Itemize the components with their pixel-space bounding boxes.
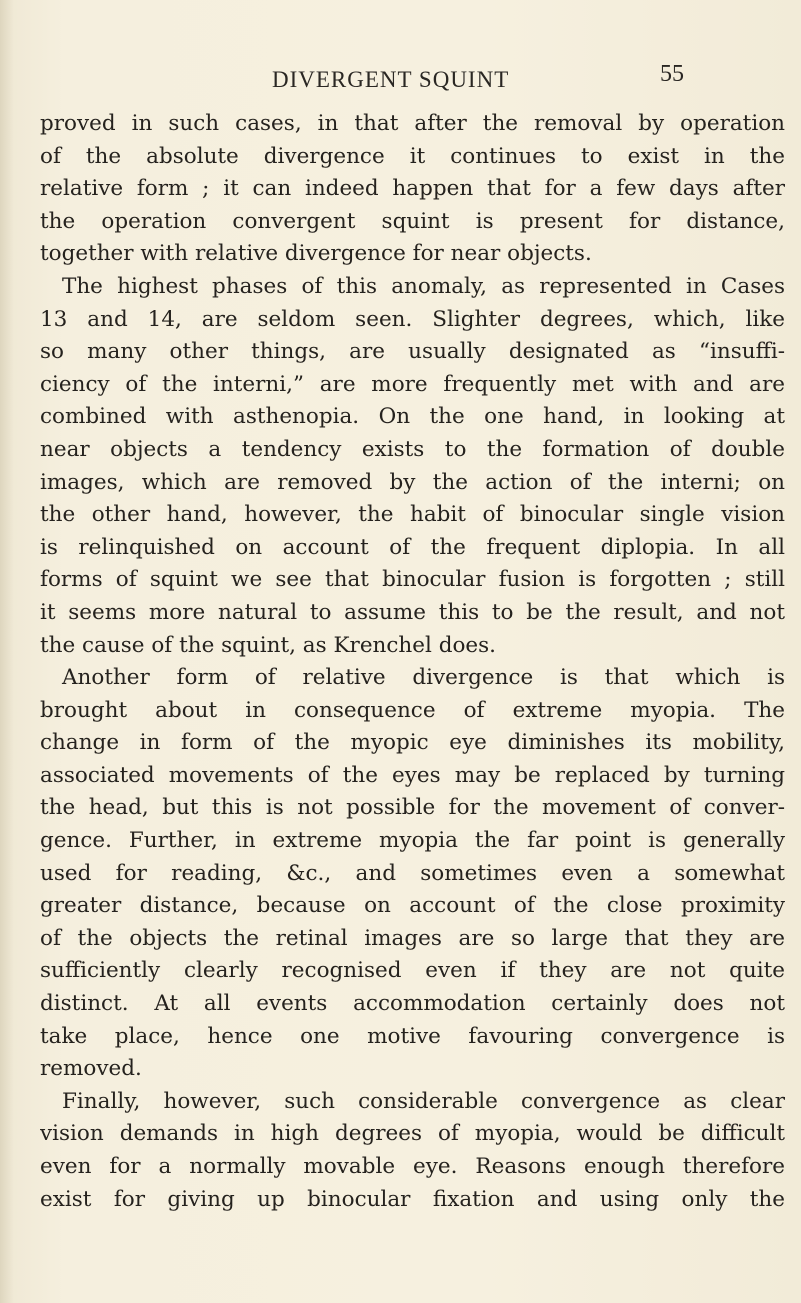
page-edge-shadow: [0, 0, 14, 1303]
text-line: ciency of the interni,” are more frequently met with and are: [40, 371, 785, 397]
text-line: the cause of the squint, as Krenchel does.: [40, 632, 497, 658]
text-line: proved in such cases, in that after the removal by operation: [40, 111, 785, 136]
text-line: even for a normally movable eye. Reasons enough therefore: [40, 1154, 785, 1179]
paragraph-start-line: Another form of relative divergence is that which is: [62, 665, 785, 691]
text-line: images, which are removed by the action of the interni; on: [40, 469, 785, 495]
text-line: sufficiently clearly recognised even if they are not quite: [40, 958, 785, 984]
running-head: [0, 61, 801, 96]
text-line: near objects a tendency exists to the formation of double: [40, 436, 785, 462]
text-line: the operation convergent squint is present for distance,: [40, 208, 785, 234]
text-line: take place, hence one motive favouring convergence is: [40, 1023, 785, 1049]
text-line: used for reading, &c., and sometimes even a somewhat: [40, 860, 785, 886]
text-line: exist for giving up binocular fixation and using only the: [40, 1186, 785, 1212]
text-line: vision demands in high degrees of myopia, would be difficult: [40, 1121, 785, 1147]
text-line: forms of squint we see that binocular fusion is forgotten ; still: [40, 567, 785, 593]
text-line: distinct. At all events accommodation certainly does not: [40, 991, 785, 1017]
paragraph-start-line: The highest phases of this anomaly, as represented in Cases: [62, 273, 785, 299]
text-line: combined with asthenopia. On the one hand, in looking at: [40, 404, 785, 430]
text-line: together with relative divergence for near objects.: [40, 241, 592, 267]
page-number: 55: [660, 61, 684, 87]
text-line: of the objects the retinal images are so large that they are: [40, 925, 785, 951]
text-line: gence. Further, in extreme myopia the far point is generally: [40, 828, 785, 854]
text-line: removed.: [40, 1056, 142, 1082]
text-line: is relinquished on account of the frequent diplopia. In all: [40, 534, 785, 560]
text-line: the head, but this is not possible for the movement of conver-: [40, 795, 785, 821]
body-text: [40, 108, 785, 1216]
text-line: relative form ; it can indeed happen that for a few days after: [40, 176, 785, 202]
text-line: the other hand, however, the habit of binocular single vision: [40, 502, 785, 528]
text-line: brought about in consequence of extreme myopia. The: [40, 697, 785, 723]
text-line: greater distance, because on account of the close proximity: [40, 893, 785, 919]
text-line: change in form of the myopic eye diminishes its mobility,: [40, 730, 785, 756]
text-line: associated movements of the eyes may be replaced by turning: [40, 762, 785, 788]
text-line: so many other things, are usually designated as “insuffi-: [40, 339, 785, 365]
paragraph-start-line: Finally, however, such considerable convergence as clear: [62, 1088, 785, 1114]
text-line: it seems more natural to assume this to be the result, and not: [40, 599, 785, 625]
running-head-title: DIVERGENT SQUINT: [272, 67, 510, 92]
text-line: 13 and 14, are seldom seen. Slighter degrees, which, like: [40, 306, 785, 332]
text-line: of the absolute divergence it continues to exist in the: [40, 143, 785, 169]
